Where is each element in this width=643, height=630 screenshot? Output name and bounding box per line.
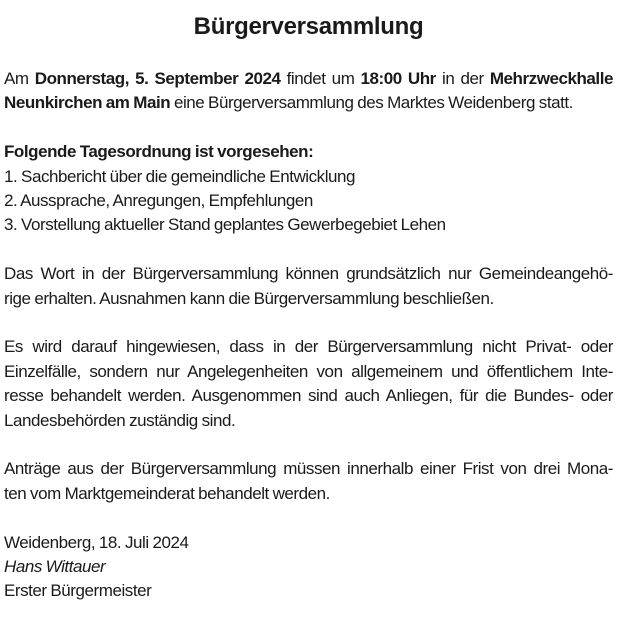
intro-paragraph xyxy=(4,67,613,116)
page-title: Bürgerversammlung xyxy=(193,13,424,40)
notice-line-4: Landesbehörden zuständig sind. xyxy=(4,410,236,430)
announcement-page xyxy=(4,0,613,604)
agenda-heading-text: Folgende Tagesordnung ist vorgesehen: xyxy=(4,142,314,162)
meeting-venue-1: Mehrzweckhalle xyxy=(489,69,613,88)
agenda-section xyxy=(4,140,613,238)
agenda-item-2: 2. Aussprache, Anregungen, Empfehlungen xyxy=(4,191,313,211)
speaking-line-2: rige erhalten. Ausnahmen kann die Bürgerversammlung beschließen. xyxy=(4,288,494,308)
signature-block xyxy=(4,531,613,604)
notice-paragraph xyxy=(4,335,613,433)
notice-line-2: Einzelfälle, sondern nur Angelegenheiten von allgemeinem und öffentlichem Inte- xyxy=(4,361,613,381)
notice-line-1: Es wird darauf hingewiesen, dass in der Bürgerversammlung nicht Privat- oder xyxy=(4,337,613,357)
agenda-item-3: 3. Vorstellung aktueller Stand geplantes Gewerbegebiet Lehen xyxy=(4,215,446,235)
intro-text-4: eine Bürgerversammlung des Marktes Weidenberg statt. xyxy=(170,93,573,113)
intro-text-1: Am xyxy=(4,69,35,88)
notice-line-3: resse behandelt werden. Ausgenommen sind auch Anliegen, für die Bundes- oder xyxy=(4,386,613,406)
meeting-venue-2: Neunkirchen am Main xyxy=(4,93,171,113)
signature-name-text: Hans Wittauer xyxy=(4,557,106,577)
meeting-time: 18:00 Uhr xyxy=(360,69,436,88)
motions-paragraph xyxy=(4,457,613,506)
signature-place-date: Weidenberg, 18. Juli 2024 xyxy=(4,532,189,552)
speaking-line-1: Das Wort in der Bürgerversammlung können grundsätzlich nur Gemeindeangehö- xyxy=(4,264,613,284)
speaking-paragraph xyxy=(4,262,613,311)
agenda-heading xyxy=(4,140,613,164)
intro-line-1 xyxy=(4,67,613,91)
signature-role: Erster Bürgermeister xyxy=(4,581,152,601)
intro-text-2: findet um xyxy=(280,69,361,88)
intro-text-3: in der xyxy=(435,69,490,88)
motions-line-1: Anträge aus der Bürgerversammlung müssen innerhalb einer Frist von drei Mona- xyxy=(4,459,613,479)
meeting-day: Donnerstag, 5. September 2024 xyxy=(34,69,281,88)
signature-name xyxy=(4,555,613,579)
announcement-body xyxy=(4,67,613,604)
motions-line-2: ten vom Marktgemeinderat behandelt werden. xyxy=(4,483,330,503)
intro-line-2 xyxy=(4,91,613,115)
agenda-item-1: 1. Sachbericht über die gemeindliche Entwicklung xyxy=(4,166,356,186)
